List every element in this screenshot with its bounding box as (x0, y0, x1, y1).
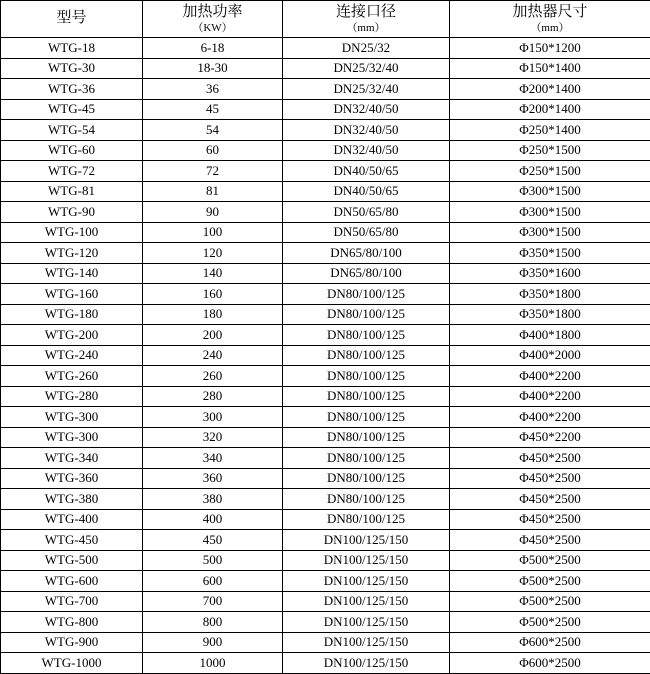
cell-model: WTG-180 (1, 304, 143, 325)
cell-dimensions: Φ450*2500 (450, 509, 650, 530)
table-row (1, 448, 650, 469)
cell-dimensions: Φ400*2000 (450, 345, 650, 366)
cell-connection: DN65/80/100 (283, 263, 450, 284)
column-header-connection-label: 连接口径 (336, 4, 396, 20)
cell-model: WTG-18 (1, 38, 143, 59)
cell-model: WTG-800 (1, 612, 143, 633)
cell-dimensions: Φ500*2500 (450, 612, 650, 633)
cell-dimensions: Φ150*1400 (450, 58, 650, 79)
cell-dimensions: Φ500*2500 (450, 550, 650, 571)
cell-model: WTG-900 (1, 632, 143, 653)
cell-connection: DN25/32 (283, 38, 450, 59)
cell-connection: DN80/100/125 (283, 509, 450, 530)
cell-power: 54 (143, 120, 283, 141)
cell-power: 36 (143, 79, 283, 100)
cell-power: 160 (143, 284, 283, 305)
table-row (1, 571, 650, 592)
cell-connection: DN25/32/40 (283, 79, 450, 100)
cell-dimensions: Φ600*2500 (450, 653, 650, 674)
table-row (1, 263, 650, 284)
column-header-connection (283, 1, 450, 38)
cell-power: 45 (143, 99, 283, 120)
cell-dimensions: Φ400*2200 (450, 386, 650, 407)
table-row (1, 591, 650, 612)
cell-dimensions: Φ500*2500 (450, 571, 650, 592)
table-row (1, 202, 650, 223)
column-header-model (1, 1, 143, 38)
cell-model: WTG-280 (1, 386, 143, 407)
cell-power: 6-18 (143, 38, 283, 59)
cell-connection: DN80/100/125 (283, 325, 450, 346)
cell-dimensions: Φ400*2200 (450, 407, 650, 428)
cell-connection: DN65/80/100 (283, 243, 450, 264)
cell-model: WTG-81 (1, 181, 143, 202)
cell-model: WTG-160 (1, 284, 143, 305)
cell-dimensions: Φ150*1200 (450, 38, 650, 59)
cell-connection: DN80/100/125 (283, 427, 450, 448)
cell-connection: DN80/100/125 (283, 386, 450, 407)
cell-connection: DN100/125/150 (283, 653, 450, 674)
cell-model: WTG-90 (1, 202, 143, 223)
column-header-power-unit: （KW） (143, 22, 282, 34)
cell-power: 18-30 (143, 58, 283, 79)
cell-dimensions: Φ450*2500 (450, 489, 650, 510)
cell-dimensions: Φ300*1500 (450, 222, 650, 243)
cell-dimensions: Φ300*1500 (450, 202, 650, 223)
cell-model: WTG-300 (1, 407, 143, 428)
column-header-model-label: 型号 (56, 10, 86, 26)
table-row (1, 38, 650, 59)
cell-power: 400 (143, 509, 283, 530)
cell-dimensions: Φ400*1800 (450, 325, 650, 346)
cell-connection: DN40/50/65 (283, 181, 450, 202)
table-row (1, 99, 650, 120)
cell-connection: DN80/100/125 (283, 468, 450, 489)
cell-connection: DN50/65/80 (283, 222, 450, 243)
cell-model: WTG-30 (1, 58, 143, 79)
cell-model: WTG-360 (1, 468, 143, 489)
cell-model: WTG-240 (1, 345, 143, 366)
cell-power: 60 (143, 140, 283, 161)
cell-connection: DN32/40/50 (283, 140, 450, 161)
cell-model: WTG-450 (1, 530, 143, 551)
table-row (1, 366, 650, 387)
cell-dimensions: Φ600*2500 (450, 632, 650, 653)
cell-model: WTG-72 (1, 161, 143, 182)
cell-model: WTG-500 (1, 550, 143, 571)
cell-dimensions: Φ250*1500 (450, 161, 650, 182)
table-row (1, 58, 650, 79)
table-row (1, 304, 650, 325)
cell-power: 700 (143, 591, 283, 612)
cell-dimensions: Φ450*2500 (450, 530, 650, 551)
cell-connection: DN100/125/150 (283, 550, 450, 571)
cell-model: WTG-300 (1, 427, 143, 448)
cell-power: 120 (143, 243, 283, 264)
cell-connection: DN80/100/125 (283, 366, 450, 387)
cell-power: 81 (143, 181, 283, 202)
cell-power: 500 (143, 550, 283, 571)
table-row (1, 489, 650, 510)
column-header-power (143, 1, 283, 38)
cell-power: 340 (143, 448, 283, 469)
table-row (1, 284, 650, 305)
cell-connection: DN80/100/125 (283, 448, 450, 469)
cell-connection: DN80/100/125 (283, 284, 450, 305)
cell-power: 600 (143, 571, 283, 592)
table-row (1, 530, 650, 551)
column-header-connection-unit: （mm） (283, 22, 449, 34)
cell-dimensions: Φ400*2200 (450, 366, 650, 387)
cell-connection: DN50/65/80 (283, 202, 450, 223)
cell-power: 320 (143, 427, 283, 448)
column-header-dimensions-unit: （mm） (450, 22, 650, 34)
cell-power: 360 (143, 468, 283, 489)
cell-connection: DN100/125/150 (283, 632, 450, 653)
cell-model: WTG-100 (1, 222, 143, 243)
cell-power: 90 (143, 202, 283, 223)
cell-power: 72 (143, 161, 283, 182)
table-row (1, 325, 650, 346)
cell-model: WTG-380 (1, 489, 143, 510)
column-header-power-label: 加热功率 (182, 4, 242, 20)
cell-dimensions: Φ350*1800 (450, 284, 650, 305)
cell-dimensions: Φ450*2200 (450, 427, 650, 448)
cell-connection: DN80/100/125 (283, 304, 450, 325)
cell-connection: DN32/40/50 (283, 120, 450, 141)
cell-power: 240 (143, 345, 283, 366)
table-row (1, 632, 650, 653)
table-row (1, 140, 650, 161)
cell-dimensions: Φ350*1600 (450, 263, 650, 284)
cell-dimensions: Φ200*1400 (450, 79, 650, 100)
table-body (1, 38, 650, 674)
cell-dimensions: Φ200*1400 (450, 99, 650, 120)
cell-power: 140 (143, 263, 283, 284)
cell-power: 260 (143, 366, 283, 387)
cell-model: WTG-600 (1, 571, 143, 592)
table-row (1, 243, 650, 264)
cell-power: 300 (143, 407, 283, 428)
cell-model: WTG-700 (1, 591, 143, 612)
cell-dimensions: Φ500*2500 (450, 591, 650, 612)
cell-connection: DN80/100/125 (283, 407, 450, 428)
cell-model: WTG-140 (1, 263, 143, 284)
cell-dimensions: Φ250*1500 (450, 140, 650, 161)
cell-model: WTG-340 (1, 448, 143, 469)
table-row (1, 427, 650, 448)
cell-connection: DN100/125/150 (283, 571, 450, 592)
cell-power: 200 (143, 325, 283, 346)
cell-dimensions: Φ450*2500 (450, 468, 650, 489)
header-row (1, 1, 650, 38)
cell-power: 900 (143, 632, 283, 653)
table-row (1, 509, 650, 530)
table-row (1, 181, 650, 202)
cell-power: 280 (143, 386, 283, 407)
cell-dimensions: Φ350*1800 (450, 304, 650, 325)
table-row (1, 79, 650, 100)
table-header (1, 1, 650, 38)
cell-connection: DN25/32/40 (283, 58, 450, 79)
cell-model: WTG-54 (1, 120, 143, 141)
table-row (1, 653, 650, 674)
cell-model: WTG-260 (1, 366, 143, 387)
cell-connection: DN40/50/65 (283, 161, 450, 182)
cell-power: 380 (143, 489, 283, 510)
column-header-dimensions-label: 加热器尺寸 (512, 4, 587, 20)
cell-dimensions: Φ250*1400 (450, 120, 650, 141)
table-row (1, 345, 650, 366)
table-row (1, 222, 650, 243)
cell-model: WTG-200 (1, 325, 143, 346)
table-row (1, 161, 650, 182)
cell-power: 450 (143, 530, 283, 551)
cell-power: 180 (143, 304, 283, 325)
cell-connection: DN100/125/150 (283, 612, 450, 633)
table-row (1, 612, 650, 633)
cell-model: WTG-120 (1, 243, 143, 264)
cell-power: 1000 (143, 653, 283, 674)
cell-dimensions: Φ350*1500 (450, 243, 650, 264)
column-header-dimensions (450, 1, 650, 38)
cell-model: WTG-60 (1, 140, 143, 161)
cell-connection: DN80/100/125 (283, 345, 450, 366)
cell-connection: DN32/40/50 (283, 99, 450, 120)
cell-connection: DN100/125/150 (283, 530, 450, 551)
cell-connection: DN100/125/150 (283, 591, 450, 612)
cell-power: 800 (143, 612, 283, 633)
table-row (1, 386, 650, 407)
cell-dimensions: Φ450*2500 (450, 448, 650, 469)
table-row (1, 468, 650, 489)
table-row (1, 550, 650, 571)
table-row (1, 407, 650, 428)
cell-power: 100 (143, 222, 283, 243)
cell-model: WTG-400 (1, 509, 143, 530)
cell-model: WTG-1000 (1, 653, 143, 674)
cell-model: WTG-45 (1, 99, 143, 120)
cell-model: WTG-36 (1, 79, 143, 100)
cell-dimensions: Φ300*1500 (450, 181, 650, 202)
cell-connection: DN80/100/125 (283, 489, 450, 510)
table-row (1, 120, 650, 141)
